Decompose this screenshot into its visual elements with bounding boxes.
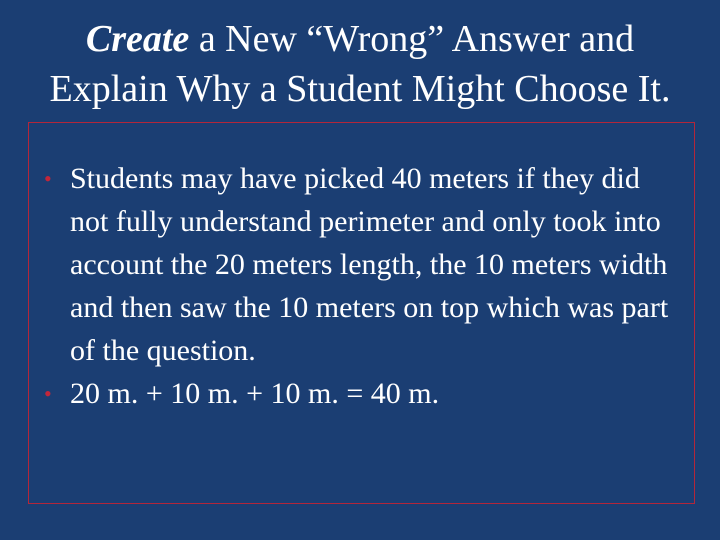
- slide-title: [0, 14, 720, 114]
- bullet-list: [42, 157, 682, 415]
- title-line2: Explain Why a Student Might Choose It.: [49, 68, 671, 110]
- bullet-text: 20 m. + 10 m. + 10 m. = 40 m.: [70, 377, 440, 410]
- bullet-marker: •: [44, 381, 52, 406]
- bullet-item: [42, 157, 682, 372]
- bullet-marker: •: [44, 166, 52, 191]
- bullet-item: [42, 372, 682, 415]
- bullet-text: Students may have picked 40 meters if they did not fully understand perimeter and only took into account the 20 meters length, the 10 meters width and then saw the 10 meters on top which was part of the question.: [70, 162, 669, 367]
- title-line1-rest: a New “Wrong” Answer and: [189, 18, 635, 60]
- title-emphasis: Create: [85, 18, 190, 60]
